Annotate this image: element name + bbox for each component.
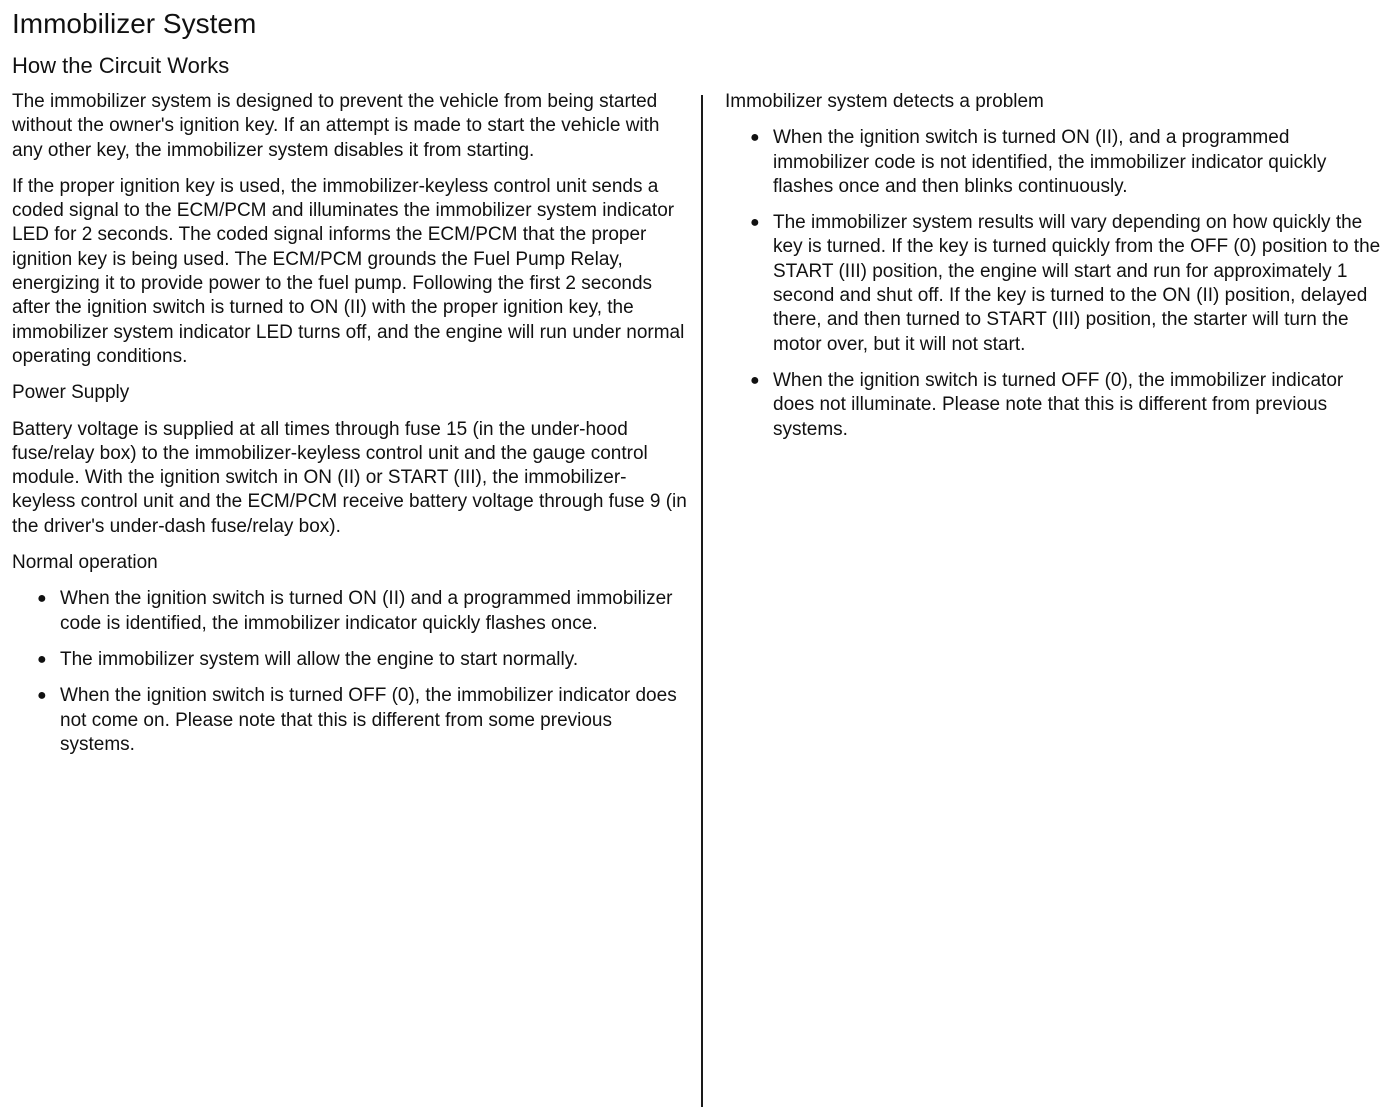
list-item xyxy=(12,684,688,757)
bullet-icon: ● xyxy=(37,687,47,705)
normal-operation-heading: Normal operation xyxy=(12,552,158,574)
list-item-text: The immobilizer system results will vary depending on how quickly the key is turned. If the key is turned quickly from the OFF (0) position to the START (III) position, the engine will start and run for approximately 1 second and shut off. If the key is turned to the ON (II) position, delayed there, and then turned to START (III) position, the starter will turn the motor over, but it will not start. xyxy=(773,212,1381,355)
power-supply-paragraph: Battery voltage is supplied at all times through fuse 15 (in the under-hood fuse/relay box) to the immobilizer-keyless control unit and the gauge control module. With the ignition switch in ON (II) or START (III), the immobilizer-keyless control unit and the ECM/PCM receive battery voltage through fuse 9 (in the driver's under-dash fuse/relay box). xyxy=(12,418,687,537)
power-supply-heading: Power Supply xyxy=(12,382,130,404)
list-item-text: The immobilizer system will allow the engine to start normally. xyxy=(60,648,579,670)
column-divider xyxy=(701,95,703,1107)
intro-paragraph-2: If the proper ignition key is used, the immobilizer-keyless control unit sends a coded signal to the ECM/PCM and illuminates the immobilizer system indicator LED for 2 seconds. The coded signal informs the ECM/PCM that the proper ignition key is being used. The ECM/PCM grounds the Fuel Pump Relay, energizing it to provide power to the fuel pump. Following the first 2 seconds after the ignition switch is turned to ON (II) with the proper ignition key, the immobilizer system indicator LED turns off, and the engine will run under normal operating conditions. xyxy=(12,175,685,367)
left-column xyxy=(12,90,688,769)
list-item-text: When the ignition switch is turned OFF (0), the immobilizer indicator does not illuminate. Please note that this is different from previous systems. xyxy=(773,369,1344,440)
bullet-icon: ● xyxy=(37,590,47,608)
right-column xyxy=(725,90,1385,454)
list-item xyxy=(725,126,1385,199)
list-item-text: When the ignition switch is turned ON (II) and a programmed immobilizer code is identified, the immobilizer indicator quickly flashes once. xyxy=(60,588,673,634)
bullet-icon: ● xyxy=(750,214,760,232)
bullet-icon: ● xyxy=(750,129,760,147)
list-item xyxy=(725,211,1385,357)
list-item-text: When the ignition switch is turned ON (II), and a programmed immobilizer code is not identified, the immobilizer indicator quickly flashes once and then blinks continuously. xyxy=(773,127,1327,197)
list-item xyxy=(725,369,1385,442)
bullet-icon: ● xyxy=(37,650,47,668)
page-subtitle: How the Circuit Works xyxy=(12,53,230,78)
list-item xyxy=(12,587,688,636)
list-item-text: When the ignition switch is turned OFF (0), the immobilizer indicator does not come on. Please note that this is different from some previous systems. xyxy=(60,685,677,755)
list-item xyxy=(12,648,688,672)
bullet-icon: ● xyxy=(750,371,760,389)
problem-heading: Immobilizer system detects a problem xyxy=(725,91,1044,112)
normal-operation-list xyxy=(12,587,688,757)
problem-list xyxy=(725,126,1385,442)
intro-paragraph-1: The immobilizer system is designed to prevent the vehicle from being started without the owner's ignition key. If an attempt is made to start the vehicle with any other key, the immobilizer system disables it from starting. xyxy=(12,91,660,161)
page-title: Immobilizer System xyxy=(12,8,257,39)
